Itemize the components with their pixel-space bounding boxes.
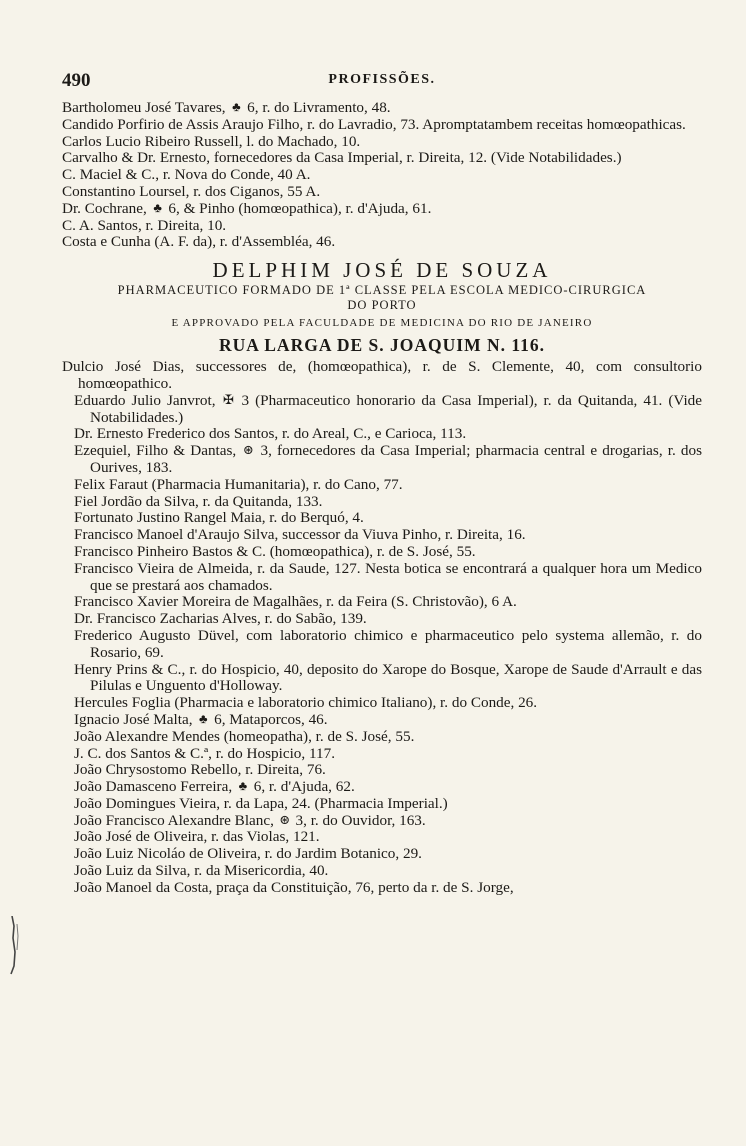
entry-text: Eduardo Julio Janvrot, [74, 391, 222, 409]
directory-listing [62, 100, 702, 897]
directory-entry [62, 100, 702, 117]
entry-text: Carlos Lucio Ribeiro Russell, l. do Machado, 10. [62, 132, 361, 150]
directory-entry [74, 628, 702, 662]
entry-text: Henry Prins & C., r. do Hospicio, 40, deposito do Xarope do Bosque, Xarope de Saude d'Arrault e das Pilulas e Unguento d'Holloway. [74, 660, 702, 695]
entry-text-cont: 3, fornecedores da Casa Imperial; pharmacia central e drogarias, r. dos Ourives, 183. [90, 442, 703, 476]
order-symbol-icon: ♣ [232, 99, 241, 114]
entry-text: Hercules Foglia (Pharmacia e laboratorio chimico Italiano), r. do Conde, 26. [74, 694, 538, 712]
entry-text: Candido Porfirio de Assis Araujo Filho, r. do Lavradio, 73. Apromptatambem receitas homœopathicas. [62, 115, 686, 133]
entry-text: C. A. Santos, r. Direita, 10. [62, 216, 227, 234]
directory-entry [74, 762, 702, 779]
entry-text: Francisco Vieira de Almeida, r. da Saude, 127. Nesta botica se encontrará a qualquer hora um Medico que se prestará aos chamados. [74, 559, 702, 594]
entry-text: João Alexandre Mendes (homeopatha), r. de S. José, 55. [74, 727, 415, 745]
directory-entry [74, 594, 702, 611]
directory-entry [74, 846, 702, 863]
entry-text-cont: 6, r. d'Ajuda, 62. [249, 778, 355, 796]
entry-text: Dr. Ernesto Frederico dos Santos, r. do Areal, C., e Carioca, 113. [74, 425, 467, 443]
entries-top [62, 100, 702, 251]
directory-entry [74, 796, 702, 813]
directory-entry [62, 184, 702, 201]
directory-entry [74, 544, 702, 561]
entry-text: Dr. Cochrane, [62, 199, 151, 217]
page-header [62, 70, 702, 94]
entry-text: Fortunato Justino Rangel Maia, r. do Berquó, 4. [74, 509, 364, 527]
entry-text: João Luiz Nicoláo de Oliveira, r. do Jardim Botanico, 29. [74, 845, 422, 863]
directory-entry [74, 426, 702, 443]
directory-entry [74, 695, 702, 712]
seal-symbol-icon: ⊛ [279, 811, 291, 827]
running-title: PROFISSÕES. [328, 72, 436, 87]
entry-text-cont: 6, r. do Livramento, 48. [243, 99, 391, 116]
advertisement-block [62, 257, 702, 357]
directory-entry [74, 813, 702, 830]
directory-entry [62, 134, 702, 151]
seal-symbol-icon: ⊛ [242, 442, 254, 458]
directory-entry [74, 443, 702, 477]
margin-ink-mark [8, 916, 22, 976]
entry-text: João Chrysostomo Rebello, r. Direita, 76. [74, 761, 326, 779]
directory-entry [62, 218, 702, 235]
page-number: 490 [62, 70, 91, 91]
directory-entry [74, 477, 702, 494]
entry-text-cont: 6, & Pinho (homœopathica), r. d'Ajuda, 61. [164, 199, 432, 217]
entry-text: Dr. Francisco Zacharias Alves, r. do Sabão, 139. [74, 610, 367, 628]
directory-entry [74, 829, 702, 846]
order-symbol-icon: ♣ [199, 710, 208, 726]
directory-entry [74, 494, 702, 511]
directory-entry [74, 712, 702, 729]
directory-entry [74, 662, 702, 696]
directory-entry [74, 863, 702, 880]
directory-entry [74, 510, 702, 527]
entry-text-cont: 3 (Pharmaceutico honorario da Casa Imperial), r. da Quitanda, 41. (Vide Notabilidades.) [90, 391, 702, 426]
entry-text-cont: 6, Mataporcos, 46. [210, 710, 328, 728]
entry-text: Bartholomeu José Tavares, [62, 99, 230, 116]
entry-text-cont: 3, r. do Ouvidor, 163. [291, 811, 426, 829]
directory-entry [74, 880, 702, 897]
directory-entry [74, 561, 702, 595]
directory-entry [62, 167, 702, 184]
directory-entry [74, 527, 702, 544]
entry-text: Frederico Augusto Düvel, com laboratorio chimico e pharmaceutico pelo systema allemão, r. do Rosario, 69. [74, 626, 702, 661]
directory-entry [74, 779, 702, 796]
advertiser-credential-line1: PHARMACEUTICO FORMADO DE 1ª CLASSE PELA ESCOLA MEDICO-CIRURGICA [117, 283, 647, 298]
directory-entry [74, 729, 702, 746]
order-symbol-icon: ♣ [153, 199, 162, 215]
entry-text: Constantino Loursel, r. dos Ciganos, 55 A. [62, 182, 321, 200]
entry-text: Francisco Manoel d'Araujo Silva, successor da Viuva Pinho, r. Direita, 16. [74, 526, 526, 544]
entry-text: C. Maciel & C., r. Nova do Conde, 40 A. [62, 166, 311, 184]
order-symbol-icon: ♣ [238, 778, 248, 794]
directory-entry [74, 746, 702, 763]
advertiser-credential-line1-cont: DO PORTO [347, 298, 417, 313]
directory-entry [62, 359, 702, 393]
directory-entry [74, 393, 702, 427]
entry-text: Ignacio José Malta, [74, 710, 197, 728]
advertiser-name: DELPHIM JOSÉ DE SOUZA [212, 258, 552, 283]
entry-text: Felix Faraut (Pharmacia Humanitaria), r. do Cano, 77. [74, 475, 403, 493]
entry-text: Costa e Cunha (A. F. da), r. d'Assembléa, 46. [62, 233, 336, 251]
directory-entry [62, 117, 702, 134]
advertiser-address: RUA LARGA DE S. JOAQUIM N. 116. [218, 335, 546, 356]
directory-entry [62, 234, 702, 251]
entry-text: J. C. dos Santos & C.ª, r. do Hospicio, 117. [74, 744, 335, 762]
directory-entry [74, 611, 702, 628]
entry-text: Dulcio José Dias, successores de, (homœopathica), r. de S. Clemente, 40, com consultorio homœopathico. [62, 358, 702, 392]
entry-text: Francisco Xavier Moreira de Magalhães, r. da Feira (S. Christovão), 6 A. [74, 593, 517, 611]
entry-text: Carvalho & Dr. Ernesto, fornecedores da Casa Imperial, r. Direita, 12. (Vide Notabilidades.) [62, 149, 622, 167]
directory-entry [62, 201, 702, 218]
entry-text: Francisco Pinheiro Bastos & C. (homœopathica), r. de S. José, 55. [74, 542, 476, 560]
entry-text: João Domingues Vieira, r. da Lapa, 24. (Pharmacia Imperial.) [74, 794, 448, 812]
entry-text: João José de Oliveira, r. das Violas, 121. [74, 828, 320, 846]
directory-entry [62, 150, 702, 167]
entry-text: João Damasceno Ferreira, [74, 778, 236, 796]
entries-bottom [62, 359, 702, 897]
entry-text: Fiel Jordão da Silva, r. da Quitanda, 133. [74, 492, 323, 510]
entry-text: Ezequiel, Filho & Dantas, [74, 442, 242, 460]
entry-text: João Manoel da Costa, praça da Constituição, 76, perto da r. de S. Jorge, [74, 878, 514, 896]
cross-symbol-icon: ✠ [223, 391, 234, 407]
entry-text: João Luiz da Silva, r. da Misericordia, 40. [74, 862, 329, 880]
advertiser-credential-line2: E APPROVADO PELA FACULDADE DE MEDICINA DO RIO DE JANEIRO [171, 317, 593, 330]
entry-text: João Francisco Alexandre Blanc, [74, 811, 278, 829]
